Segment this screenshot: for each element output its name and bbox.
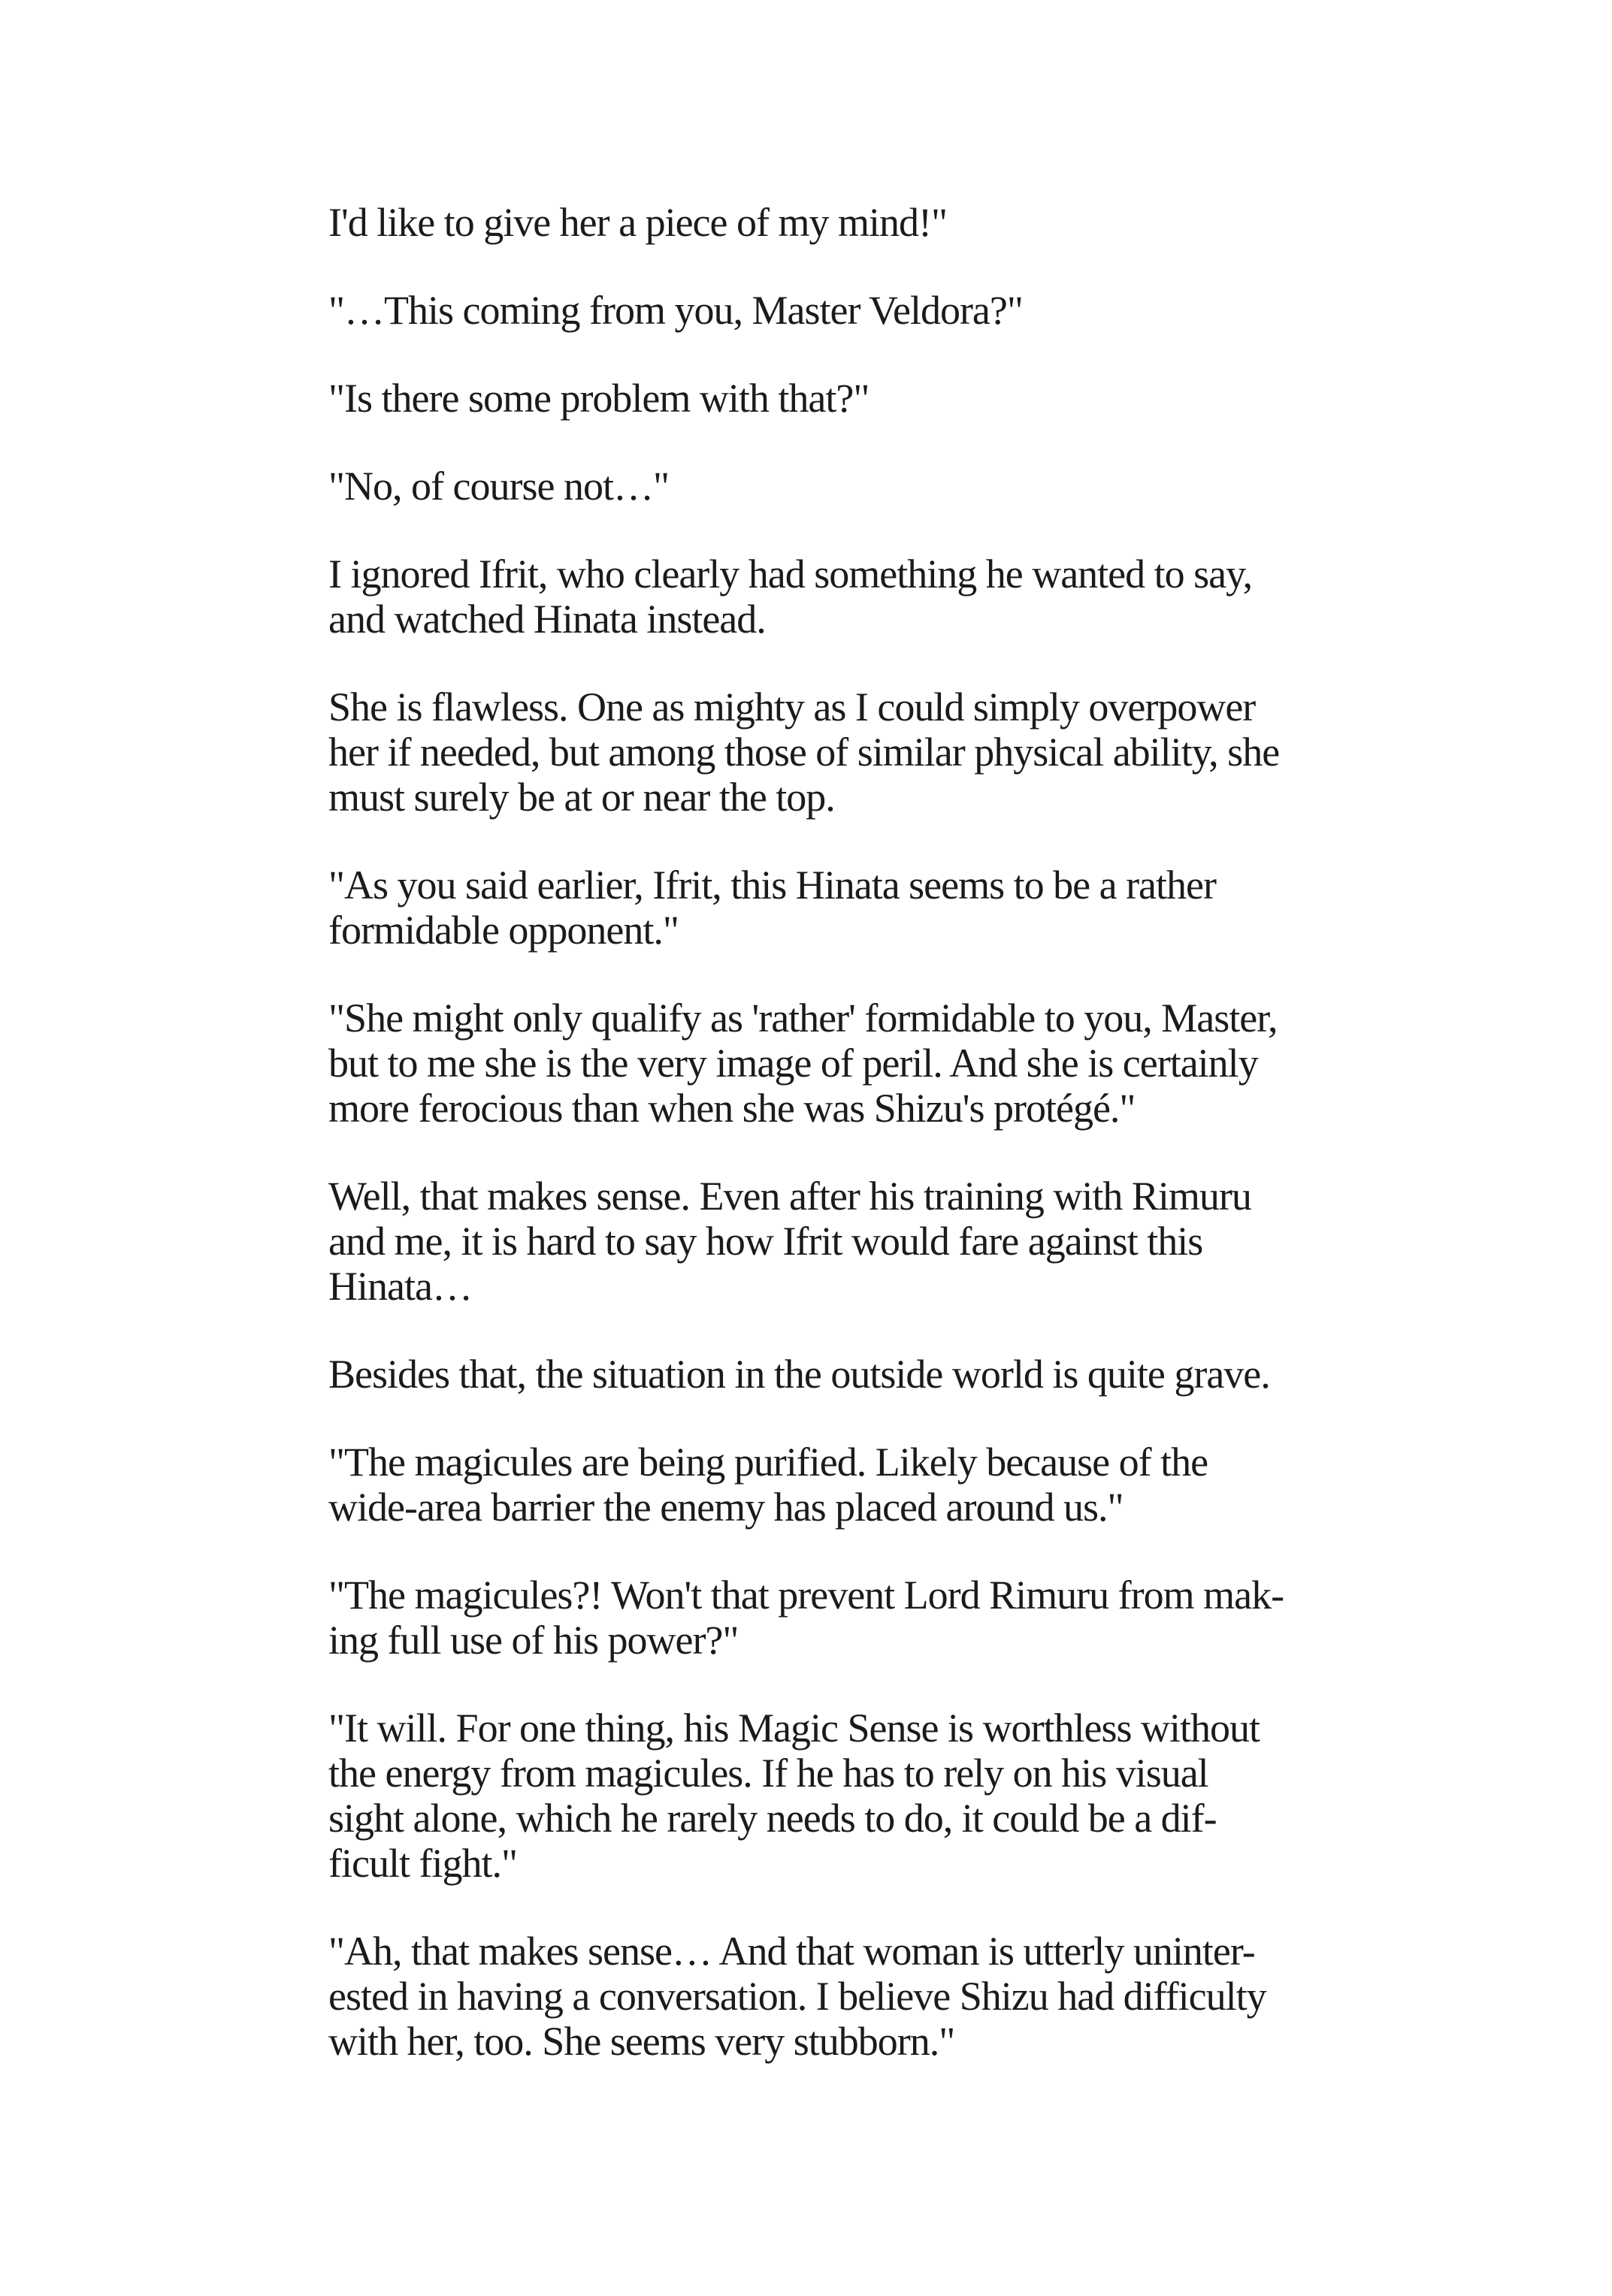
paragraph <box>328 1929 1441 2064</box>
text-line: ficult fight." <box>328 1841 517 1886</box>
paragraph <box>328 1174 1441 1309</box>
text-line: must surely be at or near the top. <box>328 775 835 820</box>
text-line: and watched Hinata instead. <box>328 597 766 642</box>
text-line: ing full use of his power?" <box>328 1618 739 1663</box>
paragraph <box>328 200 1441 245</box>
paragraph <box>328 551 1441 642</box>
text-line: "The magicules are being purified. Likely because of the <box>328 1440 1208 1485</box>
text-line: sight alone, which he rarely needs to do, it could be a dif- <box>328 1796 1217 1841</box>
text-line: "No, of course not…" <box>328 464 670 509</box>
paragraph <box>328 376 1441 421</box>
text-line: her if needed, but among those of similar physical ability, she <box>328 730 1280 775</box>
text-line: I'd like to give her a piece of my mind!" <box>328 200 947 245</box>
text-line: but to me she is the very image of peril. And she is certainly <box>328 1041 1258 1086</box>
paragraph <box>328 464 1441 509</box>
text-line: the energy from magicules. If he has to rely on his visual <box>328 1751 1208 1796</box>
paragraph <box>328 288 1441 333</box>
text-line: Well, that makes sense. Even after his training with Rimuru <box>328 1174 1251 1219</box>
text-line: and me, it is hard to say how Ifrit would fare against this <box>328 1219 1203 1264</box>
text-line: "It will. For one thing, his Magic Sense is worthless without <box>328 1705 1260 1751</box>
paragraph <box>328 863 1441 953</box>
paragraph <box>328 995 1441 1131</box>
text-line: "The magicules?! Won't that prevent Lord Rimuru from mak- <box>328 1572 1284 1618</box>
text-line: "As you said earlier, Ifrit, this Hinata seems to be a rather <box>328 863 1216 908</box>
paragraph <box>328 1572 1441 1663</box>
text-line: wide-area barrier the enemy has placed around us." <box>328 1485 1124 1530</box>
text-line: Besides that, the situation in the outside world is quite grave. <box>328 1352 1270 1397</box>
book-text-column <box>328 200 1441 2064</box>
text-line: ested in having a conversation. I believe Shizu had difficulty <box>328 1974 1266 2019</box>
text-line: I ignored Ifrit, who clearly had something he wanted to say, <box>328 551 1253 597</box>
paragraph <box>328 684 1441 820</box>
text-line: "…This coming from you, Master Veldora?" <box>328 288 1023 333</box>
paragraph <box>328 1705 1441 1886</box>
text-line: "Ah, that makes sense… And that woman is utterly uninter- <box>328 1929 1255 1974</box>
paragraph <box>328 1440 1441 1530</box>
text-line: She is flawless. One as mighty as I could simply overpower <box>328 684 1256 730</box>
text-line: with her, too. She seems very stubborn." <box>328 2019 955 2064</box>
text-line: more ferocious than when she was Shizu's protégé." <box>328 1086 1136 1131</box>
paragraph <box>328 1352 1441 1397</box>
text-line: "Is there some problem with that?" <box>328 376 870 421</box>
text-line: "She might only qualify as 'rather' formidable to you, Master, <box>328 995 1278 1041</box>
text-line: formidable opponent." <box>328 908 679 953</box>
text-line: Hinata… <box>328 1264 472 1309</box>
